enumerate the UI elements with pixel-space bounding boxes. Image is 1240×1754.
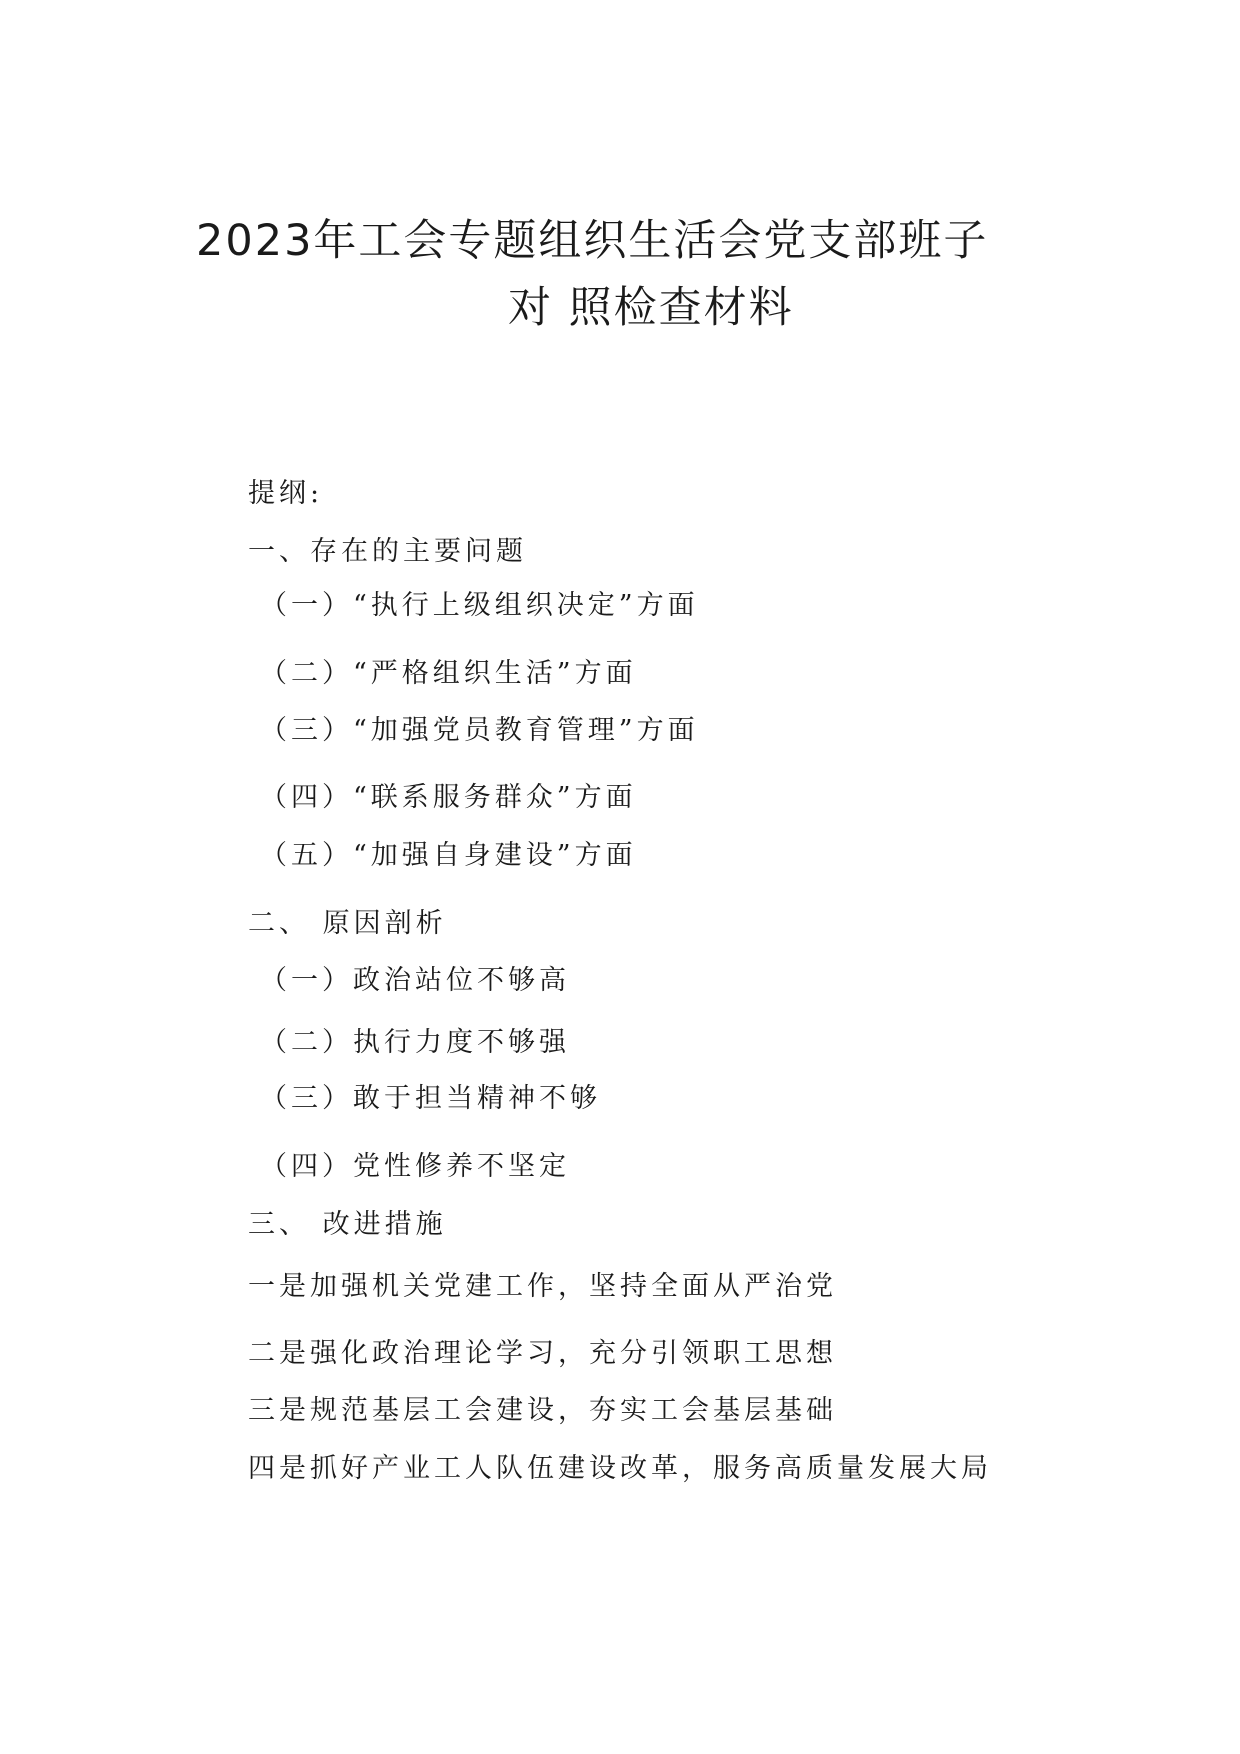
- cause-item-1: （一）政治站位不够高: [260, 965, 570, 996]
- cause-item-2: （二）执行力度不够强: [260, 1027, 570, 1058]
- cause-item-4: （四）党性修养不坚定: [260, 1151, 570, 1182]
- section-heading-measures: 三、 改进措施: [248, 1209, 447, 1240]
- problem-item-2: （二）“严格组织生活”方面: [260, 658, 637, 689]
- cause-item-3: （三）敢于担当精神不够: [260, 1083, 601, 1114]
- measure-item-4: 四是抓好产业工人队伍建设改革，服务高质量发展大局: [248, 1453, 992, 1484]
- document-title-line-2: 对 照检查材料: [508, 283, 794, 333]
- measure-item-2: 二是强化政治理论学习，充分引领职工思想: [248, 1338, 837, 1369]
- outline-label: 提纲:: [248, 478, 324, 509]
- problem-item-3: （三）“加强党员教育管理”方面: [260, 715, 699, 746]
- problem-item-4: （四）“联系服务群众”方面: [260, 782, 637, 813]
- document-title-line-1: 2023年工会专题组织生活会党支部班子: [196, 216, 989, 266]
- section-heading-problems: 一、存在的主要问题: [248, 536, 527, 567]
- measure-item-3: 三是规范基层工会建设，夯实工会基层基础: [248, 1395, 837, 1426]
- problem-item-1: （一）“执行上级组织决定”方面: [260, 590, 699, 621]
- section-heading-causes: 二、 原因剖析: [248, 908, 447, 939]
- measure-item-1: 一是加强机关党建工作，坚持全面从严治党: [248, 1271, 837, 1302]
- problem-item-5: （五）“加强自身建设”方面: [260, 840, 637, 871]
